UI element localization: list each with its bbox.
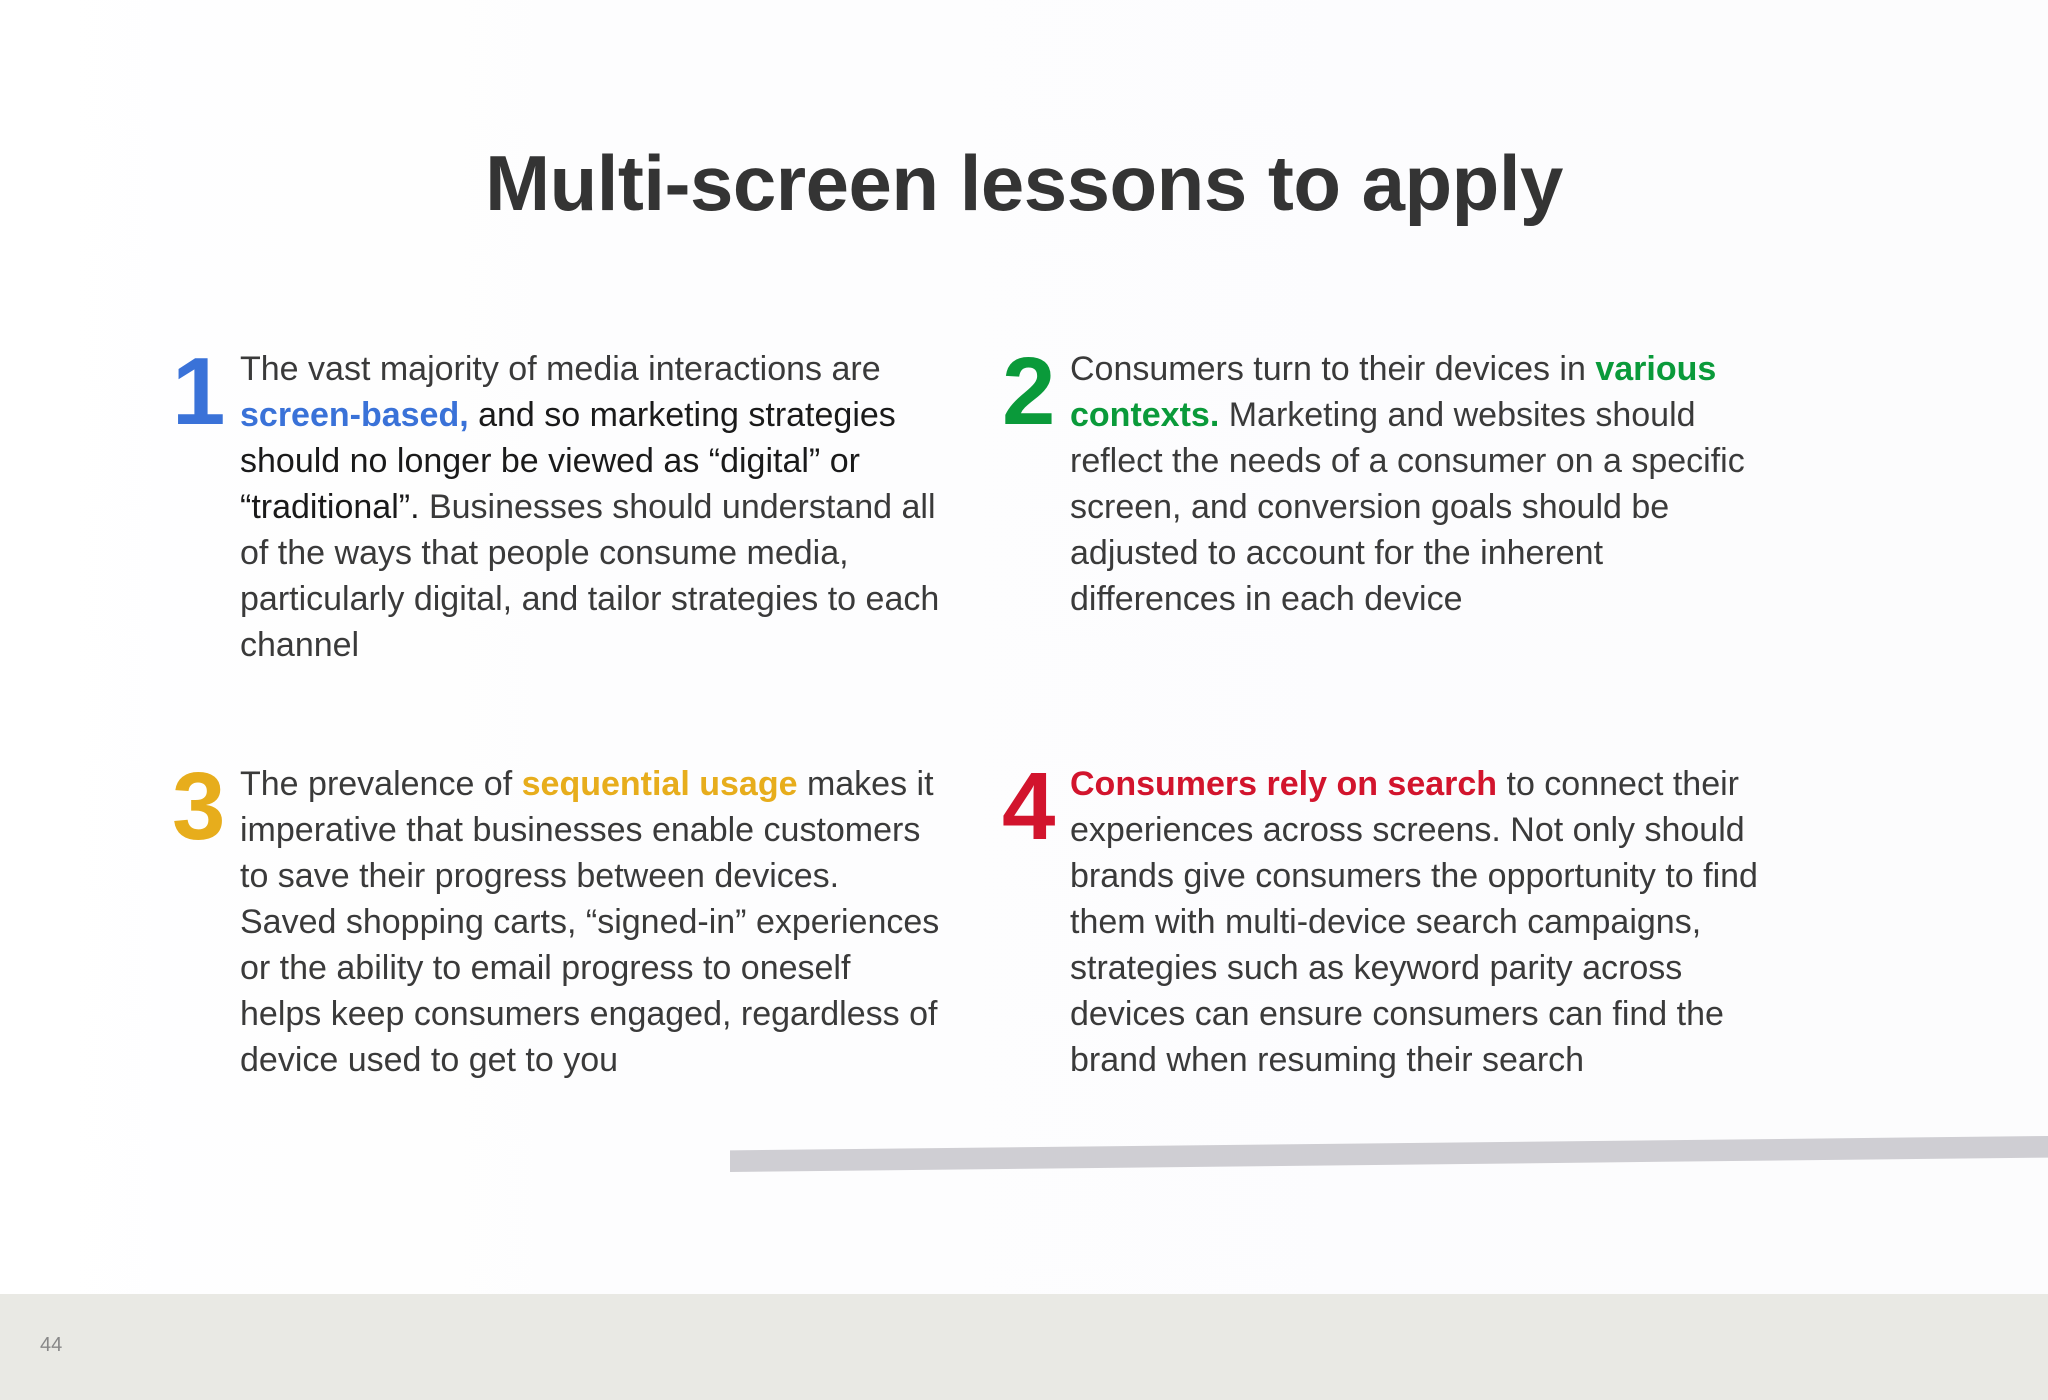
lesson-number: 2 <box>1002 338 1056 445</box>
lesson-text <box>240 346 940 668</box>
lesson-text-part: The prevalence of <box>240 765 522 803</box>
lesson-text <box>1070 346 1770 622</box>
page-title: Multi-screen lessons to apply <box>485 139 1563 227</box>
lesson-number: 4 <box>1002 753 1056 860</box>
footer <box>0 1294 2048 1400</box>
lesson-text-part: Marketing and websites should reflect the needs of a consumer on a specific screen, and conversion goals should be adjusted to account for the inherent differences in each device <box>1070 396 1745 618</box>
lesson-number: 3 <box>172 753 226 860</box>
lesson-highlight: various contexts. <box>1070 350 1717 434</box>
lesson-highlight: Consumers rely on search <box>1070 765 1498 803</box>
page-number: 44 <box>40 1334 63 1356</box>
lesson-text-part: Consumers turn to their devices in <box>1070 350 1596 388</box>
lesson-highlight: screen-based, <box>240 396 469 434</box>
lesson-text <box>240 761 940 1083</box>
lesson-text <box>1070 761 1770 1083</box>
lesson-text-part: makes it imperative that businesses enable customers to save their progress between devices. Saved shopping carts, “signed-in” experiences or the ability to email progress to oneself helps keep consumers engaged, regardless of device used to get to you <box>240 765 940 1079</box>
lesson-text-part: The vast majority of media interactions are <box>240 350 881 388</box>
lesson-text-part: to connect their experiences across screens. Not only should brands give consumers the opportunity to find them with multi-device search campaigns, strategies such as keyword parity across devices can ensure consumers can find the brand when resuming their search <box>1070 765 1758 1079</box>
lesson-text-part: and so marketing strategies should no longer be viewed as “digital” or “traditional”. <box>240 396 896 526</box>
lesson-text-part: Businesses should understand all of the ways that people consume media, particularly digital, and tailor strategies to each channel <box>240 488 940 664</box>
lesson-number: 1 <box>172 338 226 445</box>
lesson-highlight: sequential usage <box>521 765 798 803</box>
